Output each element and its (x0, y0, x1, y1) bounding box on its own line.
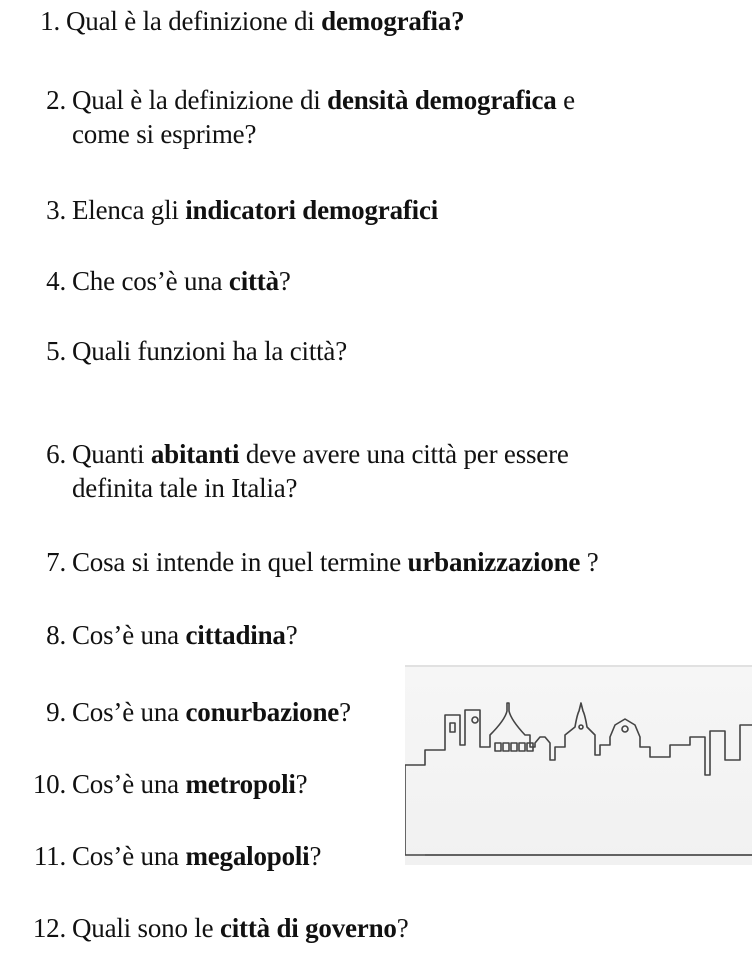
question-number: 12. (32, 913, 66, 943)
question-keyword: abitanti (150, 439, 240, 469)
question-continuation: definita tale in Italia? (72, 473, 298, 503)
question-8 (0, 618, 297, 652)
question-number: 10. (32, 769, 66, 799)
question-text: Quali funzioni ha la città? (72, 336, 347, 366)
question-5 (0, 334, 347, 368)
question-keyword: conurbazione (185, 697, 340, 727)
question-text-after: ? (396, 913, 409, 943)
question-text: Cos’è una (72, 697, 186, 727)
question-keyword: megalopoli (185, 841, 310, 871)
question-6 (0, 437, 569, 505)
question-11 (0, 839, 321, 873)
question-number: 5. (46, 336, 66, 366)
question-1 (0, 4, 464, 38)
question-text-after: ? (309, 841, 322, 871)
question-text: Quali sono le (72, 913, 220, 943)
question-text: Quanti (72, 439, 151, 469)
question-keyword: metropoli (185, 769, 296, 799)
question-12 (0, 911, 409, 945)
question-number: 8. (46, 620, 66, 650)
question-number: 2. (46, 85, 66, 115)
question-text: Qual è la definizione di (66, 6, 322, 36)
question-keyword: città (228, 266, 279, 296)
question-text: Cos’è una (72, 841, 186, 871)
question-number: 6. (46, 439, 66, 469)
question-3 (0, 193, 438, 227)
question-keyword: demografia? (321, 6, 465, 36)
question-4 (0, 264, 291, 298)
question-number: 11. (33, 841, 66, 871)
question-keyword: città di governo (219, 913, 397, 943)
question-text-after: ? (295, 769, 308, 799)
question-text: Cos’è una (72, 620, 186, 650)
question-7 (0, 545, 599, 579)
question-number: 9. (46, 697, 66, 727)
question-text: Cosa si intende in quel termine (72, 547, 408, 577)
question-10 (0, 767, 307, 801)
question-keyword: densità demografica (327, 85, 557, 115)
question-keyword: indicatori demografici (185, 195, 439, 225)
question-text-after: deve avere una città per essere (239, 439, 569, 469)
question-number: 3. (46, 195, 66, 225)
question-text-after: ? (580, 547, 599, 577)
question-keyword: urbanizzazione (407, 547, 581, 577)
question-9 (0, 695, 351, 729)
question-2 (0, 83, 575, 151)
question-text-after: ? (339, 697, 351, 727)
question-continuation: come si esprime? (72, 119, 257, 149)
question-number: 4. (46, 266, 66, 296)
question-number: 7. (46, 547, 66, 577)
question-keyword: cittadina (185, 620, 286, 650)
city-skyline-icon (405, 665, 752, 865)
question-number: 1. (40, 6, 60, 36)
question-text: Cos’è una (72, 769, 186, 799)
city-skyline-illustration (405, 665, 752, 865)
question-text-after: ? (278, 266, 291, 296)
question-text: Elenca gli (72, 195, 186, 225)
question-text: Qual è la definizione di (72, 85, 328, 115)
question-text-after: ? (285, 620, 298, 650)
question-text: Che cos’è una (72, 266, 229, 296)
question-text-after: e (556, 85, 575, 115)
